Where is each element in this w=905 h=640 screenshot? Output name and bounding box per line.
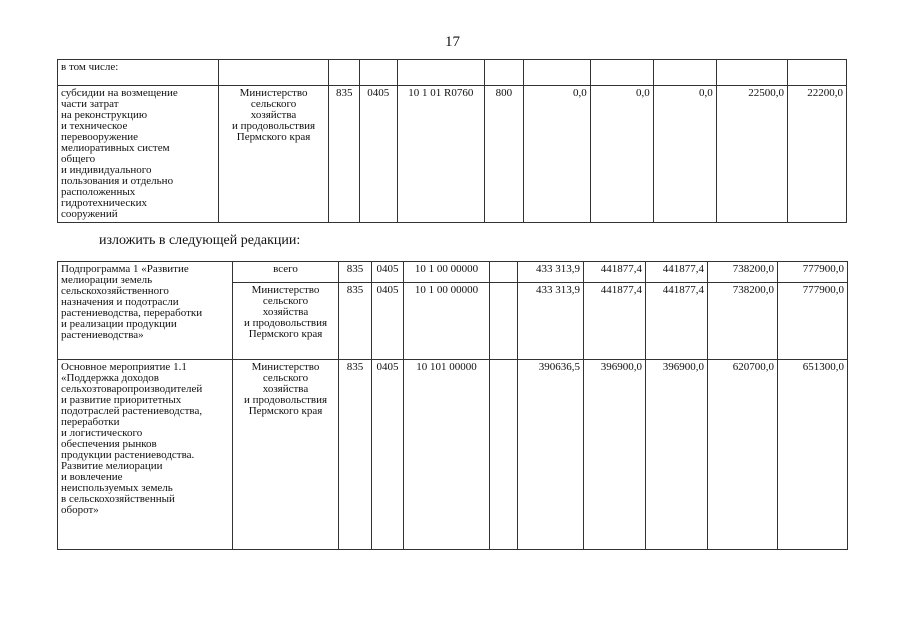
code-cell: 0405	[372, 360, 404, 550]
table-row	[58, 360, 848, 550]
main-event-name: Основное мероприятие 1.1 «Поддержка доходов сельхозтоваропроизводителей и развитие приоритетных подотраслей растениеводства, переработки и логистического обеспечения рынков продукции растениеводства. Развитие мелиорации и вовлечение неиспользуемых земель в сельскохозяйственный оборот»	[58, 360, 233, 550]
value-cell: 433 313,9	[518, 283, 584, 360]
code-cell: 0405	[372, 283, 404, 360]
value-cell: 396900,0	[646, 360, 708, 550]
code-cell: 0405	[372, 262, 404, 283]
value-cell: 22200,0	[787, 86, 846, 223]
caption-cell: в том числе:	[58, 60, 219, 86]
value-cell: 738200,0	[708, 262, 778, 283]
code-cell: 835	[339, 360, 372, 550]
subprogram-name: Подпрограмма 1 «Развитие мелиорации земель сельскохозяйственного назначения и подотрасли растениеводства, переработки и реализации продукции растениеводства»	[58, 262, 233, 360]
value-cell: 441877,4	[584, 283, 646, 360]
executor: Министерство сельского хозяйства и продовольствия Пермского края	[218, 86, 329, 223]
top-table	[57, 59, 847, 223]
code-cell: 835	[339, 262, 372, 283]
value-cell: 620700,0	[708, 360, 778, 550]
executor: Министерство сельского хозяйства и продовольствия Пермского края	[233, 360, 339, 550]
code-cell: 800	[485, 86, 524, 223]
value-cell: 0,0	[590, 86, 653, 223]
value-cell: 390636,5	[518, 360, 584, 550]
value-cell: 651300,0	[778, 360, 848, 550]
value-cell: 0,0	[523, 86, 590, 223]
code-cell	[490, 262, 518, 283]
main-table	[57, 261, 848, 550]
code-cell: 10 1 00 00000	[404, 262, 490, 283]
value-cell: 433 313,9	[518, 262, 584, 283]
value-cell: 22500,0	[716, 86, 787, 223]
value-cell: 0,0	[653, 86, 716, 223]
code-cell: 0405	[359, 86, 397, 223]
value-cell: 441877,4	[646, 283, 708, 360]
executor: Министерство сельского хозяйства и продовольствия Пермского края	[233, 283, 339, 360]
code-cell: 835	[339, 283, 372, 360]
value-cell: 777900,0	[778, 283, 848, 360]
page-number: 17	[445, 34, 460, 50]
row-name: субсидии на возмещение части затрат на реконструкцию и техническое перевооружение мелиоративных систем общего и индивидуального пользования и отдельно расположенных гидротехнических сооружений	[58, 86, 219, 223]
code-cell: 10 1 01 R0760	[397, 86, 484, 223]
table-row	[58, 262, 848, 283]
code-cell: 835	[329, 86, 360, 223]
code-cell: 10 1 00 00000	[404, 283, 490, 360]
caption-row	[58, 60, 847, 86]
value-cell: 441877,4	[584, 262, 646, 283]
code-cell	[490, 360, 518, 550]
executor: всего	[233, 262, 339, 283]
value-cell: 396900,0	[584, 360, 646, 550]
section-heading: изложить в следующей редакции:	[99, 233, 301, 248]
value-cell: 738200,0	[708, 283, 778, 360]
value-cell: 777900,0	[778, 262, 848, 283]
code-cell: 10 101 00000	[404, 360, 490, 550]
value-cell: 441877,4	[646, 262, 708, 283]
code-cell	[490, 283, 518, 360]
table-row	[58, 86, 847, 223]
